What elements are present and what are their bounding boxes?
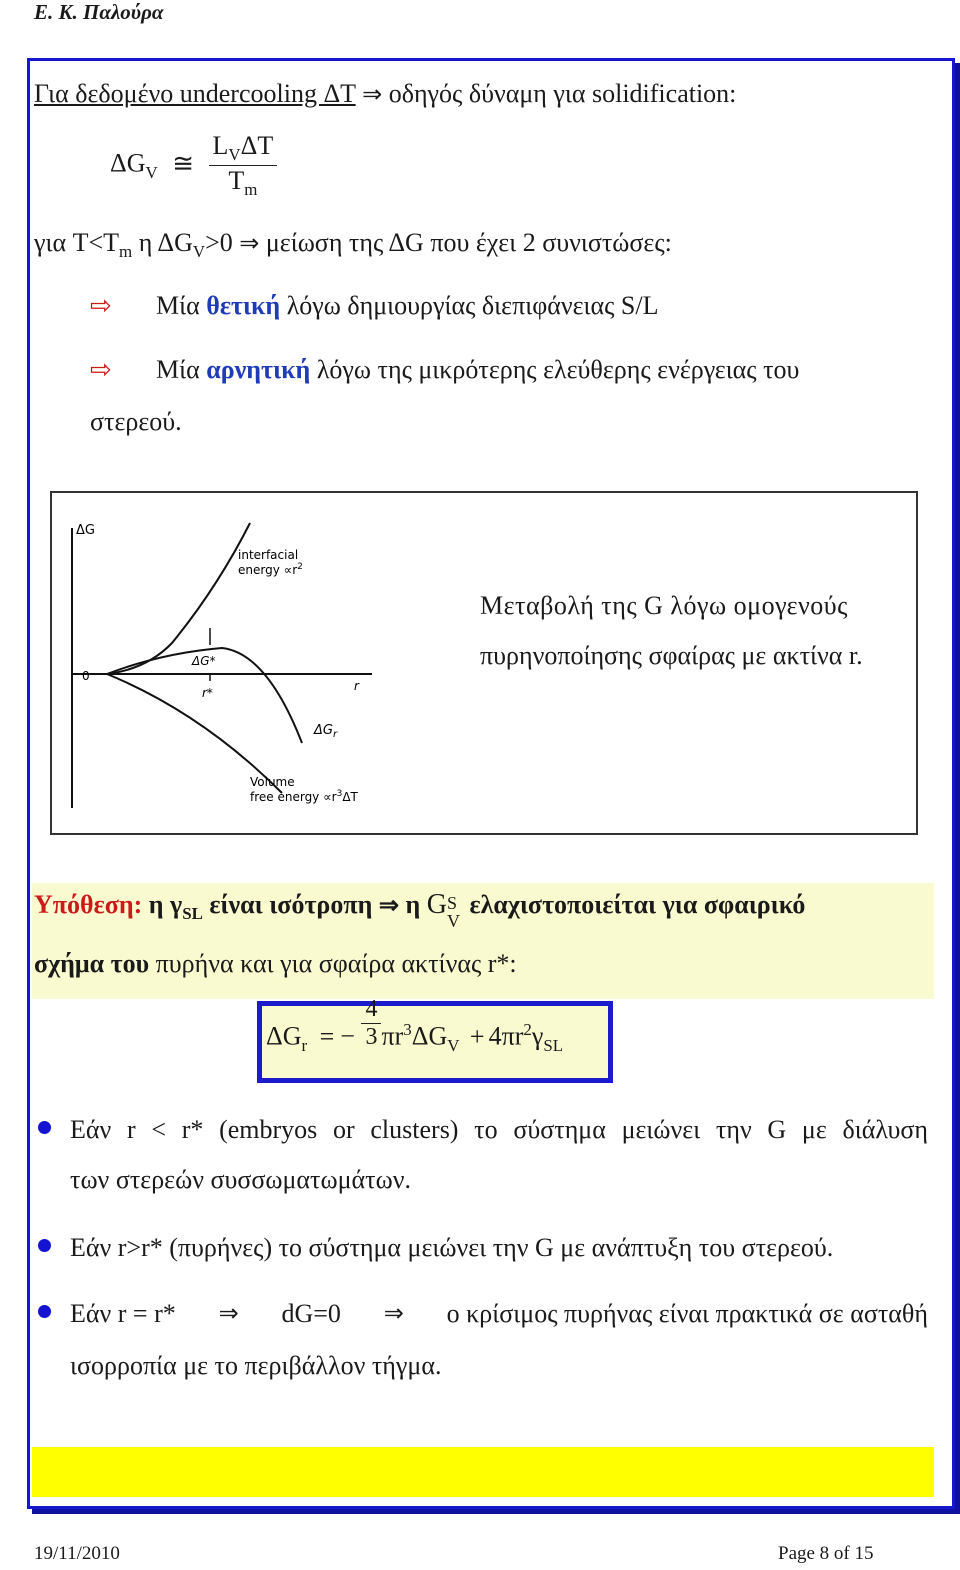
eq-plus: + (469, 1021, 485, 1051)
label-dGr-text: ΔG (314, 723, 333, 738)
line2-d: μείωση της ΔG που έχει 2 συνιστώσες: (265, 228, 672, 257)
eq-lhs-sub: r (301, 1035, 308, 1055)
formula-dgv (110, 131, 277, 200)
label-interfacial-2 (238, 562, 303, 577)
item-post: λόγω της μικρότερης ελεύθερης ενέργειας του (310, 355, 800, 384)
item-post: λόγω δημιουργίας διεπιφάνειας S/L (280, 291, 659, 320)
hollow-arrow-icon: ⇨ (90, 291, 112, 320)
hypothesis-label: Υπόθεση: (34, 890, 143, 919)
hypothesis-line-1 (34, 889, 806, 931)
formula-lhs-sub: V (145, 162, 158, 182)
content-frame (27, 58, 955, 1509)
eq-den: 3 (365, 1024, 378, 1051)
hyp-p1: η γ (142, 890, 183, 919)
list-item-positive (90, 291, 659, 321)
eq-num: 4 (361, 996, 381, 1024)
bullet-3-line-1 (70, 1299, 928, 1329)
implies-arrow-icon: ⇒ (362, 82, 383, 108)
bullet3-c: ο κρίσιμος πυρήνας είναι πρακτικά σε ασταθή (446, 1299, 928, 1328)
footer-date: 19/11/2010 (34, 1543, 120, 1564)
hyp-line2-bold: σχήμα του (34, 949, 150, 978)
line2-b: η ΔG (132, 228, 193, 257)
implies-arrow-icon: ⇒ (383, 1301, 404, 1327)
frac-den-sub: m (244, 180, 258, 200)
bullet-1-line-1: Εάν r < r* (embryos or clusters) το σύστημα μειώνει την G με διάλυση (70, 1115, 928, 1144)
eq-t4-sub: SL (543, 1035, 564, 1055)
label-rstar: r* (202, 686, 213, 700)
bullet-dot-icon (38, 1121, 51, 1134)
critical-radius-equation (257, 996, 613, 1083)
bullet3-b: dG=0 (281, 1299, 341, 1328)
frac-num-sub: V (228, 145, 241, 165)
implies-arrow-icon: ⇒ (239, 231, 260, 257)
figure-caption-1: Μεταβολή της G λόγω ομογενούς (480, 591, 848, 620)
eq-t1: πr (381, 1021, 404, 1051)
condition-line (34, 228, 672, 262)
hyp-p4: ελαχιστοποιείται για σφαιρικό (462, 890, 806, 919)
intro-rest: οδηγός δύναμη για solidification: (388, 79, 737, 108)
footer-page: Page 8 of 15 (778, 1543, 874, 1564)
label-volume-1: Volume (250, 775, 295, 789)
label-dG: ΔG (76, 523, 95, 538)
frac-den-T: T (228, 166, 245, 196)
label-volume-exp: 3 (336, 789, 343, 799)
formula-fraction (209, 131, 278, 200)
label-dGr (313, 723, 338, 740)
hypothesis-line-2 (34, 949, 517, 979)
figure-caption-2: πυρηνοποίησης σφαίρας με ακτίνα r. (480, 641, 863, 670)
label-volume-2 (250, 789, 359, 804)
hyp-G: G (426, 889, 447, 920)
implies-arrow-icon: ⇒ (378, 893, 399, 919)
nucleation-figure (50, 491, 918, 835)
eq-lhs: ΔG (266, 1021, 302, 1051)
eq-t2-sub: V (447, 1035, 460, 1055)
implies-arrow-icon: ⇒ (218, 1301, 239, 1327)
eq-t3: 4πr (488, 1021, 524, 1051)
label-volume-2-text: free energy ∝r (250, 790, 337, 804)
hyp-G-sub: V (446, 911, 460, 931)
bullet-3-line-2: ισορροπία με το περιβάλλον τήγμα. (70, 1351, 442, 1380)
bullet3-a: Εάν r = r* (70, 1299, 176, 1328)
approx-symbol: ≅ (172, 148, 194, 178)
hyp-line2-rest: πυρήνα και για σφαίρα ακτίνας r*: (149, 949, 517, 978)
item2-continuation: στερεού. (90, 407, 182, 436)
label-zero: 0 (82, 669, 90, 683)
line2-a: για T<T (34, 228, 120, 257)
author-header: Ε. Κ. Παλούρα (34, 0, 164, 24)
bullet-2-line-1: Εάν r>r* (πυρήνες) το σύστημα μειώνει την G με ανάπτυξη του στερεού. (70, 1233, 834, 1262)
eq-t3-sup: 2 (523, 1020, 532, 1039)
label-interfacial-1: interfacial (238, 548, 299, 562)
eq-t1-sup: 3 (403, 1020, 412, 1039)
label-volume-rest: ΔT (342, 790, 358, 804)
intro-line (34, 79, 736, 109)
hyp-G-sup: S (446, 893, 457, 913)
bullet-dot-icon (38, 1305, 51, 1318)
label-interfacial-2-text: energy ∝r (238, 563, 298, 577)
line2-c: >0 (205, 228, 233, 257)
hyp-p3: η (398, 890, 427, 919)
hyp-p1-sub: SL (182, 904, 203, 924)
eq-equals: = (319, 1021, 335, 1051)
frac-num-rest: ΔT (240, 131, 274, 160)
hyp-p2: είναι ισότροπη (202, 890, 379, 919)
item-pre: Μία (156, 291, 207, 320)
formula-lhs: ΔG (110, 148, 146, 178)
bullet-dot-icon (38, 1239, 51, 1252)
interfacial-curve (107, 523, 250, 674)
item-bold: θετική (206, 291, 281, 320)
item-bold: αρνητική (206, 355, 311, 384)
bullet-1-line-2: των στερεών συσσωματωμάτων. (70, 1165, 411, 1194)
eq-minus: − (340, 1021, 355, 1051)
hollow-arrow-icon: ⇨ (90, 355, 112, 384)
list-item-negative (90, 355, 799, 385)
eq-fraction (361, 996, 381, 1051)
line2-b-sub: V (192, 242, 206, 262)
label-dGr-sub: r (332, 729, 338, 740)
line2-a-sub: m (119, 242, 133, 262)
intro-underlined: Για δεδομένο undercooling ΔT (34, 79, 356, 108)
eq-t4: γ (531, 1021, 544, 1051)
label-dgstar: ΔG* (192, 654, 216, 668)
eq-t2: ΔG (411, 1021, 448, 1051)
yellow-highlight-bar (32, 1447, 934, 1497)
label-interfacial-exp: 2 (297, 562, 303, 572)
frac-num-L: L (212, 131, 229, 160)
equation-content (266, 996, 564, 1056)
item-pre: Μία (156, 355, 207, 384)
label-r: r (354, 679, 359, 693)
